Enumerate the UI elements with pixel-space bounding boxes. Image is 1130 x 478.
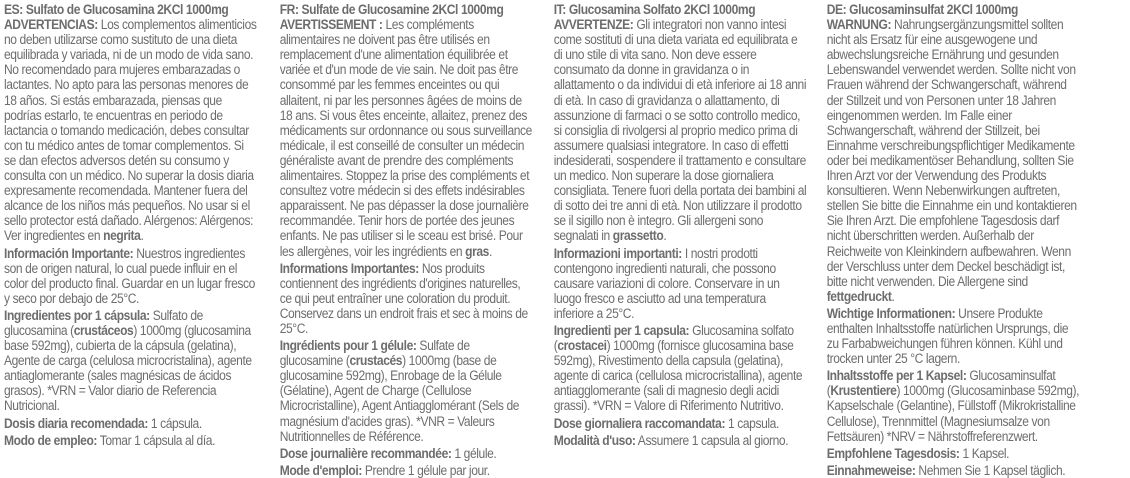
ingredients-paragraph-es: [4, 308, 258, 414]
warning-label-it: AVVERTENZE:: [553, 17, 633, 33]
ingredients-label-es: Ingredientes por 1 cápsula:: [4, 307, 150, 323]
ingredients-paragraph-it: [553, 323, 807, 414]
column-it: [551, 0, 823, 469]
warning-end-de: .: [891, 288, 895, 304]
info-label-es: Información Importante:: [4, 245, 134, 261]
warning-paragraph-fr: [280, 17, 534, 259]
column-es: [4, 0, 276, 469]
section-title-de: DE: Glucosaminsulfat 2KCl 1000mg: [826, 2, 1018, 17]
allergen-fr: crustacés: [349, 353, 403, 369]
usage-label-it: Modalità d'uso:: [553, 432, 636, 448]
info-paragraph-es: [4, 246, 258, 306]
warning-end-fr: .: [489, 243, 493, 259]
info-label-it: Informazioni importanti:: [553, 245, 682, 261]
warning-label-es: ADVERTENCIAS:: [4, 17, 98, 33]
info-text-es: Nuestros ingredientes son de origen natural, lo cual puede influir en el color del producto final. Guardar en un lugar fresco y seco por debajo de 25°C.: [4, 245, 255, 306]
ingredients-text-1-it: Glucosamina solfato (: [553, 322, 794, 354]
usage-text-it: Assumere 1 capsula al giorno.: [635, 432, 788, 448]
dose-paragraph-de: [826, 446, 1080, 461]
warning-text-fr: Les compléments alimentaires ne doivent pas être utilisés en remplacement d'une alimentation équilibrée et variée et d'un mode de vie sain. Ne doit pas être consommé par les femmes enceintes ou qui allaitent, ni par les personnes âgées de moins de 18 ans. Si vous êtes enceinte, allaitez, prenez des médicaments sur ordonnance ou sous surveillance médicale, il est conseillé de consulter un médecin généraliste avant de prendre des compléments alimentaires. Stoppez la prise des compléments et consultez votre médecin si des effets indésirables apparaissent. Ne pas dépasser la dose journalière recommandée. Tenir hors de portée des jeunes enfants. Ne pas utiliser si le sceau est brisé. Pour les allergènes, voir les ingrédients en: [279, 17, 533, 259]
usage-paragraph-fr: [280, 463, 534, 478]
warning-paragraph-es: [4, 17, 258, 243]
dose-label-de: Empfohlene Tagesdosis:: [826, 445, 960, 461]
column-de: [824, 0, 1096, 478]
warning-bold-es: negrita: [103, 228, 141, 244]
dose-label-fr: Dose journalière recommandée:: [279, 445, 452, 461]
ingredients-paragraph-fr: [280, 338, 534, 444]
info-paragraph-it: [553, 246, 807, 321]
info-paragraph-fr: [280, 261, 534, 336]
dose-text-it: 1 capsula.: [724, 415, 779, 431]
usage-text-es: Tomar 1 cápsula al día.: [97, 432, 216, 448]
warning-end-es: .: [140, 228, 144, 244]
usage-text-de: Nehmen Sie 1 Kapsel täglich.: [915, 462, 1065, 478]
dose-text-fr: 1 gélule.: [451, 445, 497, 461]
info-text-de: Unsere Produkte enthalten Inhaltsstoffe natürlichen Ursprungs, die zu Farbabweichungen führen können. Kühl und trocken unter 25 °C lagern.: [826, 305, 1068, 367]
warning-bold-de: fettgedruckt: [826, 288, 892, 304]
allergen-it: crostacei: [556, 338, 607, 354]
allergen-es: crustáceos: [73, 322, 134, 338]
usage-label-fr: Mode d'emploi:: [279, 462, 363, 478]
usage-label-de: Einnahmeweise:: [826, 462, 916, 478]
section-title-it: IT: Glucosamina Solfato 2KCl 1000mg: [553, 2, 755, 17]
ingredients-text-2-de: ) 1000mg (Glucosaminbase 592mg), Kapselschale (Gelantine), Füllstoff (Mikrokristalline Cellulose), Trennmittel (Magnesiumsalze von Fettsäuren) *NRV = Nährstoffreferenzwert.: [826, 383, 1079, 444]
warning-label-fr: AVERTISSEMENT :: [279, 17, 383, 33]
warning-text-de: Nahrungsergänzungsmittel sollten nicht als Ersatz für eine ausgewogene und abwechslungsreiche Ernährung und gesunden Lebenswandel verwendet werden. Sollte nicht von Frauen während der Schwangerschaft, während der Stillzeit und von Personen unter 18 Jahren eingenommen werden. Im Falle einer Schwangerschaft, während der Stillzeit, bei Einnahme verschreibungspflichtiger Medikamente oder bei medikamentöser Behandlung, sollten Sie Ihren Arzt vor der Verwendung des Produkts konsultieren. Wenn Nebenwirkungen auftreten, stellen Sie bitte die Einnahme ein und kontaktieren Sie Ihren Arzt. Die empfohlene Tagesdosis darf nicht überschritten werden. Außerhalb der Reichweite von Kleinkindern aufbewahren. Wenn der Verschluss unter dem Deckel beschädigt ist, bitte nicht verwenden. Die Allergene sind: [826, 17, 1077, 289]
ingredients-label-de: Inhaltsstoffe per 1 Kapsel:: [826, 368, 967, 384]
usage-paragraph-es: [4, 433, 258, 448]
ingredients-text-2-fr: ) 1000mg (base de glucosamine 592mg), Enrobage de la Gélule (Gélatine), Agent de Charge (Cellulose Microcristalline), Agent Antiagglomérant (Sels de magnésium d'acides gras). *VNR = Valeurs Nutritionnelles de Référence.: [279, 353, 520, 444]
usage-label-es: Modo de empleo:: [4, 432, 98, 448]
dose-paragraph-it: [553, 416, 807, 431]
column-fr: [277, 0, 549, 478]
allergen-de: Krustentiere: [830, 383, 897, 399]
info-label-de: Wichtige Informationen:: [826, 305, 955, 321]
section-title-fr: FR: Sulfate de Glucosamine 2KCl 1000mg: [279, 2, 504, 17]
ingredients-label-it: Ingredienti per 1 capsula:: [553, 322, 689, 338]
dose-label-es: Dosis diaria recomendada:: [4, 415, 148, 431]
ingredients-paragraph-de: [826, 368, 1080, 443]
usage-paragraph-it: [553, 433, 807, 448]
warning-text-it: Gli integratori non vanno intesi come sostituti di una dieta variata ed equilibrata e di uno stile di vita sano. Non deve essere consumato da donne in gravidanza o in allattamento o da individui di età inferiore ai 18 anni di età. In caso di gravidanza o allattamento, di assunzione di farmaci o se sotto controllo medico, si consiglia di rivolgersi al proprio medico prima di assumere qualsiasi integratore. In caso di effetti indesiderati, sospendere il trattamento e consultare un medico. Non superare la dose giornaliera consigliata. Tenere fuori della portata dei bambini al di sotto dei tre anni di età. Non utilizzare il prodotto se il sigillo non è integro. Gli allergeni sono segnalati in: [553, 17, 806, 244]
info-paragraph-de: [826, 306, 1080, 366]
warning-bold-it: grassetto: [612, 228, 663, 244]
dose-text-es: 1 cápsula.: [147, 415, 202, 431]
dose-paragraph-es: [4, 416, 258, 431]
warning-text-es: Los complementos alimenticios no deben utilizarse como sustituto de una dieta equilibrada y variada, ni de un modo de vida sano. No recomendado para mujeres embarazadas o lactantes. No apto para las personas menores de 18 años. Si estás embarazada, piensas que podrías estarlo, te encuentras en periodo de lactancia o tomando medicación, debes consultar con tu médico antes de tomar complementos. Si se dan efectos adversos detén su consumo y consulta con un médico. No superar la dosis diaria expresamente recomendada. Mantener fuera del alcance de los niños más pequeños. No usar si el sello protector está dañado. Alérgenos: Alérgenos: Ver ingredientes en: [4, 17, 257, 244]
ingredients-text-1-fr: Sulfate de glucosamine (: [279, 338, 470, 369]
info-label-fr: Informations Importantes:: [279, 260, 420, 276]
usage-text-fr: Prendre 1 gélule par jour.: [362, 462, 490, 478]
ingredients-label-fr: Ingrédients pour 1 gélule:: [279, 338, 417, 354]
warning-paragraph-it: [553, 17, 807, 243]
warning-paragraph-de: [826, 17, 1080, 304]
dose-label-it: Dose giornaliera raccomandata:: [553, 415, 725, 431]
warning-bold-fr: gras: [465, 243, 490, 259]
ingredients-text-2-it: ) 1000mg (fornisce glucosamina base 592mg), Rivestimento della capsula (gelatina), agente di carica (cellulosa microcristallina), agente antiagglomerante (sali di magnesio degli acidi grassi). *VRN = Valore di Riferimento Nutritivo.: [553, 338, 802, 414]
warning-label-de: WARNUNG:: [826, 17, 891, 33]
section-title-es: ES: Sulfato de Glucosamina 2KCl 1000mg: [4, 2, 229, 17]
ingredients-text-1-de: Glucosaminsulfat (: [826, 368, 1056, 399]
dose-paragraph-fr: [280, 446, 534, 461]
ingredients-text-2-es: ) 1000mg (glucosamina base 592mg), cubierta de la cápsula (gelatina), Agente de carga (celulosa microcristalina), agente antiaglomerante (sales magnésicas de ácidos grasos). *VRN = Valor diario de Referencia Nutricional.: [4, 322, 252, 414]
usage-paragraph-de: [826, 463, 1080, 478]
ingredients-text-1-es: Sulfato de glucosamina (: [4, 307, 203, 338]
info-text-it: I nostri prodotti contengono ingredienti naturali, che possono causare variazioni di colore. Conservare in un luogo fresco e asciutto ad una temperatura inferiore a 25°C.: [553, 245, 780, 321]
info-text-fr: Nos produits contiennent des ingrédients d'origines naturelles, ce qui peut entraîner une coloration du produit. Conservez dans un endroit frais et sec à moins de 25°C.: [279, 260, 529, 336]
warning-end-it: .: [662, 228, 666, 244]
dose-text-de: 1 Kapsel.: [959, 445, 1009, 461]
